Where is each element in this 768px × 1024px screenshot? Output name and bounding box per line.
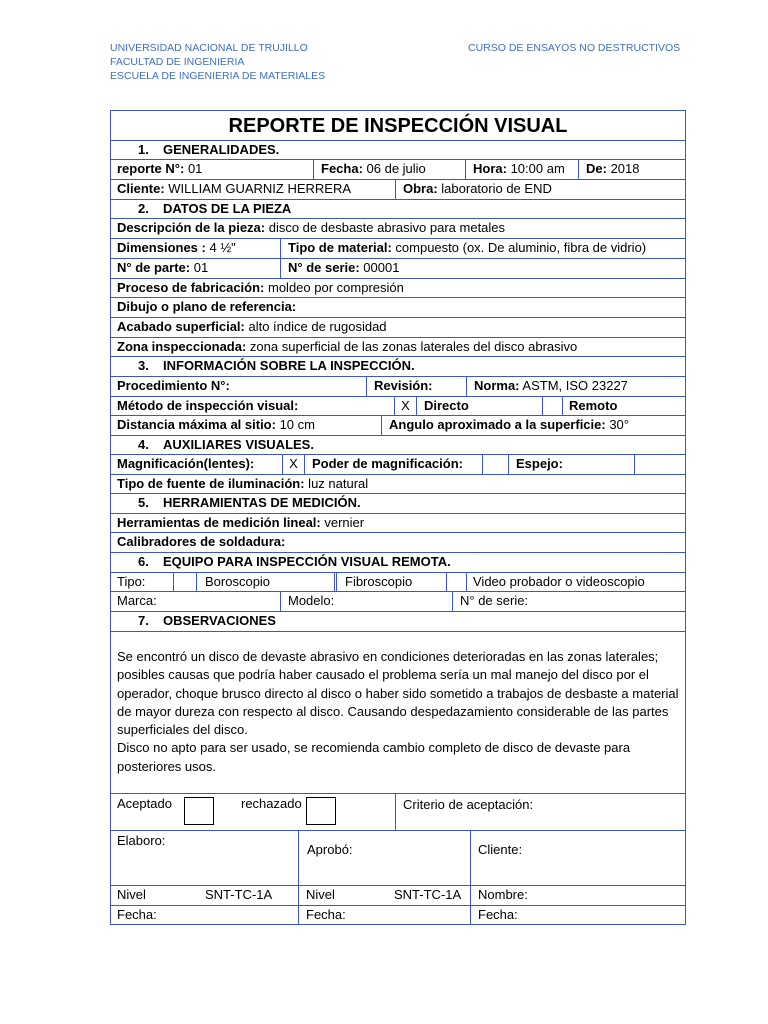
school-name: ESCUELA DE INGENIERIA DE MATERIALES bbox=[110, 70, 326, 82]
institution-header bbox=[110, 41, 325, 83]
section-title: 2. DATOS DE LA PIEZA bbox=[138, 201, 292, 216]
remote-option: Remoto bbox=[562, 397, 686, 415]
brand-field[interactable]: Marca: bbox=[117, 593, 157, 608]
drawing-field[interactable]: Dibujo o plano de referencia: bbox=[117, 299, 297, 314]
client-name-field[interactable]: Nombre: bbox=[470, 886, 686, 905]
light-field[interactable]: Tipo de fuente de iluminación: luz natural bbox=[117, 476, 369, 491]
borescope-option: Boroscopio bbox=[196, 573, 334, 591]
report-number-field[interactable]: reporte N°: 01 bbox=[117, 161, 203, 176]
equipment-serial-field[interactable]: N° de serie: bbox=[452, 592, 686, 611]
accepted-label: Aceptado bbox=[117, 796, 172, 811]
section-title: 3. INFORMACIÓN SOBRE LA INSPECCIÓN. bbox=[138, 358, 415, 373]
linear-tool-field[interactable]: Herramientas de medición lineal: vernier bbox=[117, 515, 365, 530]
part-number-field[interactable]: N° de parte: 01 bbox=[117, 260, 209, 275]
method-row bbox=[110, 396, 686, 415]
serial-number-field[interactable]: N° de serie: 00001 bbox=[280, 259, 686, 278]
section-title: 6. EQUIPO PARA INSPECCIÓN VISUAL REMOTA. bbox=[138, 554, 451, 569]
accepted-checkbox[interactable] bbox=[184, 797, 214, 825]
rejected-label: rechazado bbox=[241, 796, 302, 811]
distance-row bbox=[110, 415, 686, 435]
method-remote-checkbox[interactable] bbox=[542, 397, 562, 415]
light-row bbox=[110, 474, 686, 493]
gauge-field[interactable]: Calibradores de soldadura: bbox=[117, 534, 286, 549]
section-title: 1. GENERALIDADES. bbox=[138, 142, 280, 157]
course-name: CURSO DE ENSAYOS NO DESTRUCTIVOS bbox=[468, 42, 681, 54]
magnification-label: Magnificación(lentes): bbox=[117, 456, 255, 471]
magnification-row bbox=[110, 454, 686, 474]
section-equipo bbox=[110, 552, 686, 572]
dimensions-field[interactable]: Dimensiones : 4 ½" bbox=[117, 240, 236, 255]
section-title: 7. OBSERVACIONES bbox=[138, 613, 276, 628]
section-generalidades bbox=[110, 140, 686, 159]
aprobo-level[interactable]: Nivel SNT-TC-1A bbox=[298, 886, 470, 905]
mirror-label: Espejo: bbox=[508, 455, 634, 474]
faculty-name: FACULTAD DE INGENIERIA bbox=[110, 56, 245, 68]
equipment-type-row bbox=[110, 572, 686, 591]
model-field[interactable]: Modelo: bbox=[280, 592, 452, 611]
zone-row bbox=[110, 337, 686, 356]
mirror-checkbox[interactable] bbox=[634, 455, 686, 474]
elaboro-level[interactable]: Nivel SNT-TC-1A bbox=[117, 887, 273, 902]
direct-option: Directo bbox=[416, 397, 542, 415]
section-datos-pieza bbox=[110, 199, 686, 218]
observations-text: Se encontró un disco de devaste abrasivo en condiciones deterioradas en las zonas laterales; posibles causas que podría haber causado el problema sería un mal manejo del disco por el operador, choque brusco directo al disco o haber sido sometido a trabajos de desbaste a material de mayor dureza con respecto al disco. Causando despedazamiento considerable de las partes superficiales del disco. Disco no apto para ser usado, se recomienda cambio completo de disco de devaste para posteriores usos. bbox=[117, 649, 679, 774]
work-field[interactable]: Obra: laboratorio de END bbox=[395, 180, 686, 199]
norm-field[interactable]: Norma: ASTM, ISO 23227 bbox=[466, 377, 686, 396]
type-label: Tipo: bbox=[117, 574, 146, 589]
process-field[interactable]: Proceso de fabricación: moldeo por compresión bbox=[117, 280, 404, 295]
method-direct-checkbox[interactable]: X bbox=[394, 397, 416, 415]
section-auxiliares bbox=[110, 435, 686, 454]
piece-description-field[interactable]: Descripción de la pieza: disco de desbaste abrasivo para metales bbox=[117, 220, 506, 235]
section-title: 5. HERRAMIENTAS DE MEDICIÓN. bbox=[138, 495, 361, 510]
process-row bbox=[110, 278, 686, 297]
university-name: UNIVERSIDAD NACIONAL DE TRUJILLO bbox=[110, 42, 308, 54]
criteria-field[interactable]: Criterio de aceptación: bbox=[395, 794, 686, 830]
date-field[interactable]: Fecha: 06 de julio bbox=[313, 160, 465, 179]
videoscope-option: Video probador o videoscopio bbox=[466, 573, 686, 591]
signatures-row bbox=[110, 830, 686, 885]
time-field[interactable]: Hora: 10:00 am bbox=[465, 160, 688, 179]
report-info-row bbox=[110, 159, 686, 179]
method-label: Método de inspección visual: bbox=[117, 398, 299, 413]
gauge-row bbox=[110, 532, 686, 552]
dimensions-row bbox=[110, 238, 686, 258]
elaboro-date[interactable]: Fecha: bbox=[117, 907, 157, 922]
fiberscope-option: Fibroscopio bbox=[336, 573, 446, 591]
rejected-checkbox[interactable] bbox=[306, 797, 336, 825]
linear-tool-row bbox=[110, 513, 686, 532]
aprobo-field[interactable]: Aprobó: bbox=[298, 831, 470, 885]
elaboro-field[interactable]: Elaboro: bbox=[117, 833, 166, 848]
section-informacion bbox=[110, 356, 686, 376]
part-number-row bbox=[110, 258, 686, 278]
procedure-field[interactable]: Procedimiento N°: bbox=[117, 378, 230, 393]
piece-description-row bbox=[110, 218, 686, 238]
section-title: 4. AUXILIARES VISUALES. bbox=[138, 437, 314, 452]
drawing-row bbox=[110, 297, 686, 317]
client-row bbox=[110, 179, 686, 199]
finish-field[interactable]: Acabado superficial: alto índice de rugosidad bbox=[117, 319, 387, 334]
client-date[interactable]: Fecha: bbox=[470, 906, 686, 925]
level-row bbox=[110, 885, 686, 905]
cliente-signature-field[interactable]: Cliente: bbox=[470, 831, 686, 885]
video-checkbox[interactable] bbox=[446, 573, 466, 591]
angle-field[interactable]: Angulo aproximado a la superficie: 30° bbox=[381, 416, 686, 435]
year-field[interactable]: De: 2018 bbox=[578, 160, 686, 179]
aprobo-date[interactable]: Fecha: bbox=[298, 906, 470, 925]
magnification-checkbox[interactable]: X bbox=[282, 455, 304, 474]
zone-field[interactable]: Zona inspeccionada: zona superficial de las zonas laterales del disco abrasivo bbox=[117, 339, 578, 354]
report-title-row bbox=[110, 110, 686, 140]
power-checkbox[interactable] bbox=[482, 455, 508, 474]
section-herramientas bbox=[110, 493, 686, 513]
procedure-row bbox=[110, 376, 686, 396]
power-label: Poder de magnificación: bbox=[304, 455, 482, 474]
client-field[interactable]: Cliente: WILLIAM GUARNIZ HERRERA bbox=[117, 181, 352, 196]
brand-row bbox=[110, 591, 686, 611]
sign-date-row bbox=[110, 905, 686, 925]
borescope-checkbox[interactable] bbox=[173, 573, 196, 591]
material-field[interactable]: Tipo de material: compuesto (ox. De aluminio, fibra de vidrio) bbox=[280, 239, 686, 258]
finish-row bbox=[110, 317, 686, 337]
report-title: REPORTE DE INSPECCIÓN VISUAL bbox=[228, 115, 568, 137]
distance-field[interactable]: Distancia máxima al sitio: 10 cm bbox=[117, 417, 315, 432]
section-observaciones bbox=[110, 611, 686, 631]
revision-field[interactable]: Revisión: bbox=[366, 377, 466, 396]
